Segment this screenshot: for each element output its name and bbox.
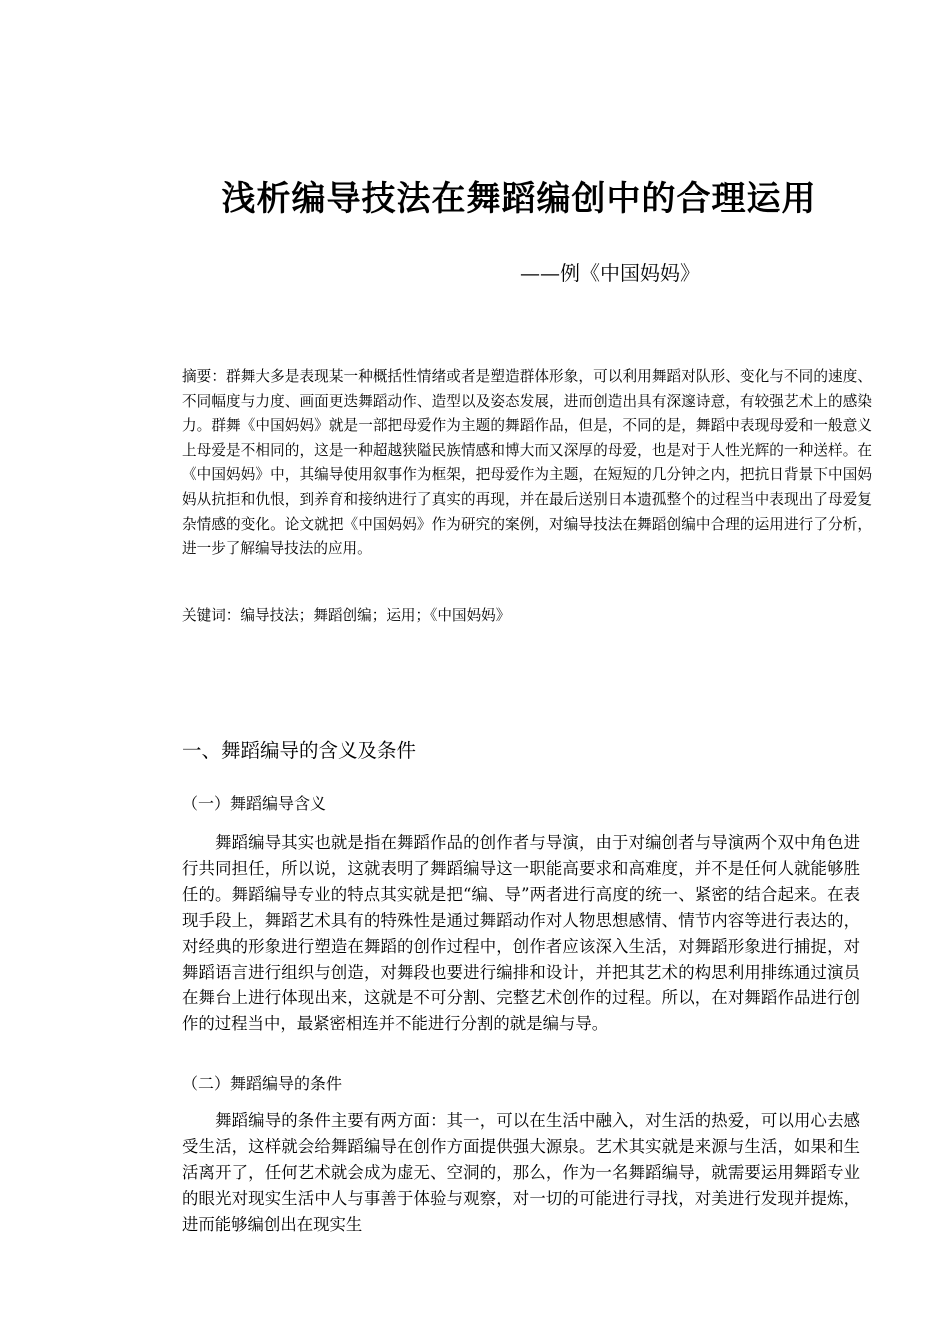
subsection-heading-1: （一）舞蹈编导含义 — [182, 794, 327, 813]
abstract-block — [182, 365, 872, 562]
subsection-heading-2: （二）舞蹈编导的条件 — [182, 1074, 343, 1093]
paper-subtitle: ——例《中国妈妈》 — [520, 261, 700, 285]
keywords-line: 关键词：编导技法；舞蹈创编；运用；《中国妈妈》 — [182, 607, 511, 624]
abstract-text: 摘要：群舞大多是表现某一种概括性情绪或者是塑造群体形象，可以利用舞蹈对队形、变化与不同的速度、不同幅度与力度、画面更迭舞蹈动作、造型以及姿态发展，进而创造出具有深邃诗意，有较强艺术上的感染力。群舞《中国妈妈》就是一部把母爱作为主题的舞蹈作品，但是，不同的是，舞蹈中表现母爱和一般意义上母爱是不相同的，这是一种超越狭隘民族情感和博大而又深厚的母爱，也是对于人性光辉的一种送样。在《中国妈妈》中，其编导使用叙事作为框架，把母爱作为主题，在短短的几分钟之内，把抗日背景下中国妈妈从抗拒和仇恨，到养育和接纳进行了真实的再现，并在最后送别日本遗孤整个的过程当中表现出了母爱复杂情感的变化。论文就把《中国妈妈》作为研究的案例，对编导技法在舞蹈创编中合理的运用进行了分析，进一步了解编导技法的应用。 — [182, 368, 872, 558]
paper-title: 浅析编导技法在舞蹈编创中的合理运用 — [221, 179, 817, 219]
subsection-body-2: 舞蹈编导的条件主要有两方面：其一，可以在生活中融入，对生活的热爱，可以用心去感受生活，这样就会给舞蹈编导在创作方面提供强大源泉。艺术其实就是来源与生活，如果和生活离开了，任何艺术就会成为虚无、空洞的，那么，作为一名舞蹈编导，就需要运用舞蹈专业的眼光对现实生活中人与事善于体验与观察，对一切的可能进行寻找，对美进行发现并提炼，进而能够编创出在现实生 — [182, 1111, 860, 1234]
subsection-body-1: 舞蹈编导其实也就是指在舞蹈作品的创作者与导演，由于对编创者与导演两个双中角色进行共同担任，所以说，这就表明了舞蹈编导这一职能高要求和高难度，并不是任何人就能够胜任的。舞蹈编导专业的特点其实就是把“编、导”两者进行高度的统一、紧密的结合起来。在表现手段上，舞蹈艺术具有的特殊性是通过舞蹈动作对人物思想感情、情节内容等进行表达的，对经典的形象进行塑造在舞蹈的创作过程中，创作者应该深入生活，对舞蹈形象进行捕捉，对舞蹈语言进行组织与创造，对舞段也要进行编排和设计，并把其艺术的构思利用排练通过演员在舞台上进行体现出来，这就是不可分割、完整艺术创作的过程。所以，在对舞蹈作品进行创作的过程当中，最紧密相连并不能进行分割的就是编与导。 — [182, 833, 860, 1034]
section-heading-1: 一、舞蹈编导的含义及条件 — [182, 739, 417, 762]
